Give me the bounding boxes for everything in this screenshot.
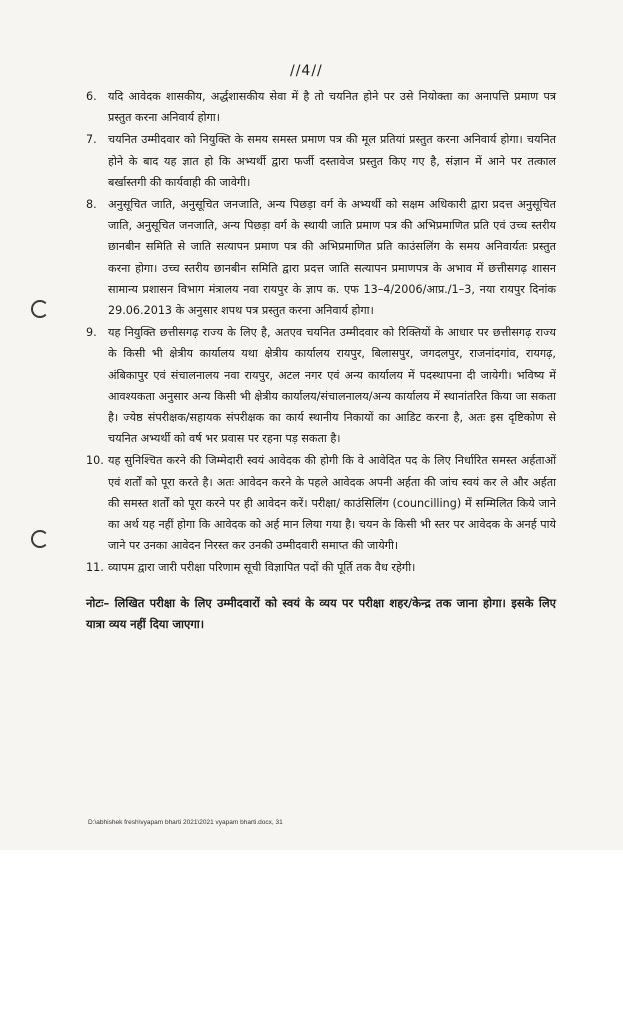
list-item <box>86 557 556 578</box>
list-item <box>86 194 556 321</box>
item-text: यदि आवेदक शासकीय, अर्द्धशासकीय सेवा में है तो चयनित होने पर उसे नियोक्ता का अनापत्ति प्रमाण पत्र प्रस्तुत करना अनिवार्य होगा। <box>108 90 556 125</box>
item-text: अनुसूचित जाति, अनुसूचित जनजाति, अन्य पिछड़ा वर्ग के अभ्यर्थी को सक्षम अधिकारी द्वारा प्रदत्त अनुसूचित जाति, अनुसूचित जनजाति, अन्य पिछड़ा वर्ग के स्थायी जाति प्रमाण पत्र की अभिप्रमाणित प्रति एवं उच्च स्तरीय छानबीन समिति से जाति सत्यापन प्रमाण पत्र की अभिप्रमाणित प्रति काउंसलिंग के समय अनिवार्यतः प्रस्तुत करना होगा। उच्च स्तरीय छानबीन समिति द्वारा प्रदत्त जाति सत्यापन प्रमाणपत्र के अभाव में छत्तीसगढ़ शासन सामान्य प्रशासन विभाग मंत्रालय नवा रायपुर के ज्ञाप क. एफ 13–4/2006/आप्र./1–3, नया रायपुर दिनांक 29.06.2013 के अनुसार शपथ पत्र प्रस्तुत करना अनिवार्य होगा। <box>108 198 556 318</box>
item-number: 9. <box>86 326 97 340</box>
list-item <box>86 86 556 128</box>
item-number: 7. <box>86 133 97 147</box>
list-item <box>86 450 556 556</box>
list-item <box>86 129 556 193</box>
item-number: 6. <box>86 90 97 103</box>
file-path-footer: D:\abhishek fresh\vyapam bharti 2021\2021 vyapam bharti.docx, 31 <box>88 819 283 826</box>
item-number: 8. <box>86 198 97 212</box>
item-number: 10. <box>86 454 104 468</box>
page-number: //4// <box>290 63 323 79</box>
list-item <box>86 322 556 449</box>
item-text: यह सुनिश्चित करने की जिम्मेदारी स्वयं आवेदक की होगी कि वे आवेदित पद के लिए निर्धारित समस्त अर्हताओं एवं शर्तों को पूरा करते है। अतः आवेदन करने के पहले आवेदक अपनी अर्हता की जांच स्वयं कर ले और अर्हता की समस्त शर्तों को पूरा करने पर ही आवेदन करें। परीक्षा/ काउंसिलिंग (councilling) में सम्मिलित किये जाने का अर्थ यह नहीं होगा कि आवेदक को अर्ह मान लिया गया है। चयन के किसी भी स्तर पर आवेदक के अनर्ह पाये जाने पर उनका आवेदन निरस्त कर उनकी उम्मीदवारी समाप्त की जायेगी। <box>108 454 556 553</box>
item-text: व्यापम द्वारा जारी परीक्षा परिणाम सूची विज्ञापित पदों की पूर्ति तक वैध रहेगी। <box>108 561 416 575</box>
punch-hole-mark <box>31 300 49 318</box>
item-text: यह नियुक्ति छत्तीसगढ़ राज्य के लिए है, अतएव चयनित उम्मीदवार को रिक्तियों के आधार पर छत्तीसगढ़ राज्य के किसी भी क्षेत्रीय कार्यालय यथा क्षेत्रीय कार्यालय रायपुर, बिलासपुर, जगदलपुर, राजनांदगांव, रायगढ़, अंबिकापुर एवं संचालनालय नवा रायपुर, अटल नगर एवं अन्य कार्यालय में पदस्थापना दी जायेगी। भविष्य में आवश्यकता अनुसार अन्य किसी भी क्षेत्रीय कार्यालय/संचालनालय/अन्य कार्यालय में स्थानांतरित किया जा सकता है। ज्येष्ठ संपरीक्षक/सहायक संपरीक्षक का कार्य स्थानीय निकायों का आडिट करना है, अतः इस दृष्टिकोण से चयनित अभ्यर्थी को वर्ष भर प्रवास पर रहना पड़ सकता है। <box>108 326 556 446</box>
item-text: चयनित उम्मीदवार को नियुक्ति के समय समस्त प्रमाण पत्र की मूल प्रतियां प्रस्तुत करना अनिवार्य होगा। चयनित होने के बाद यह ज्ञात हो कि अभ्यर्थी द्वारा फर्जी दस्तावेज प्रस्तुत किए गए है, संज्ञान में आने पर तत्काल बर्खास्तगी की कार्यवाही की जावेगी। <box>108 133 556 189</box>
punch-hole-mark <box>31 530 49 548</box>
item-number: 11. <box>86 561 104 575</box>
document-body <box>86 86 556 635</box>
note-paragraph: नोटः– लिखित परीक्षा के लिए उम्मीदवारों को स्वयं के व्यय पर परीक्षा शहर/केन्द्र तक जाना होगा। इसके लिए यात्रा व्यय नहीं दिया जाएगा। <box>86 595 556 631</box>
